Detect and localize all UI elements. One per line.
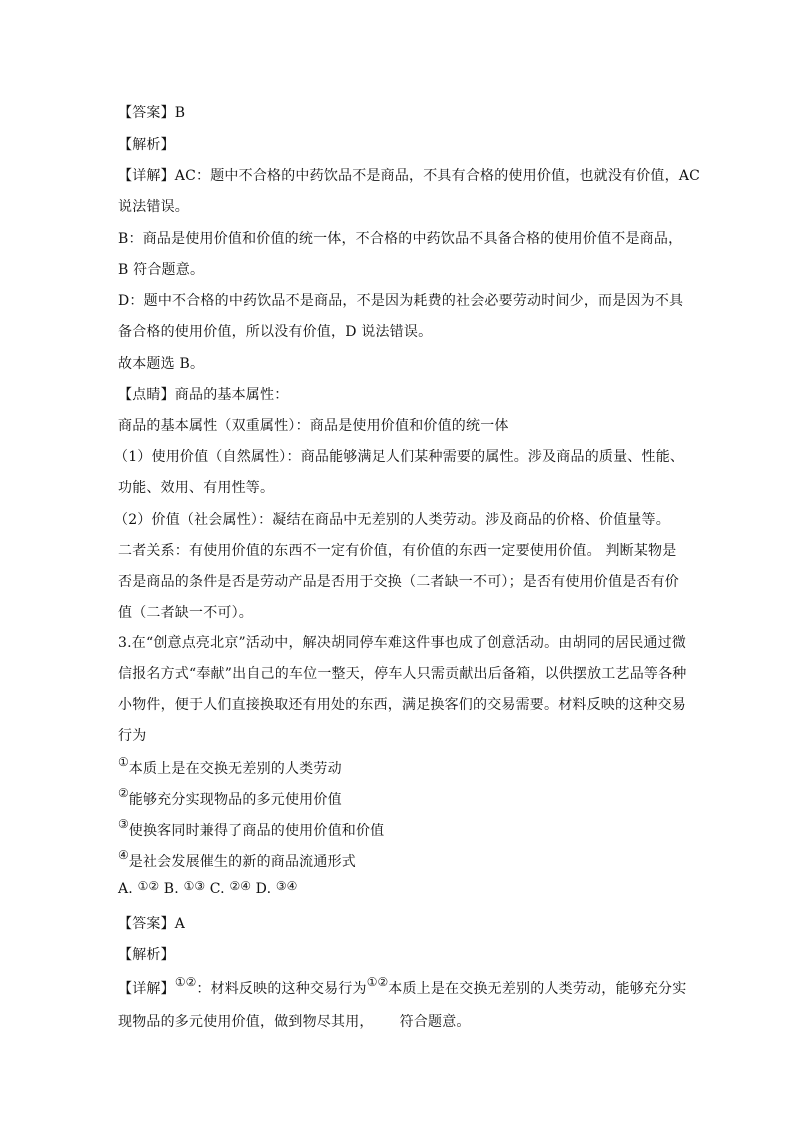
- q2-detail-line-1: 【详解】AC：题中不合格的中药饮品不是商品，不具有合格的使用价值，也就没有价值，AC: [118, 168, 701, 184]
- q3-statement-3: [118, 817, 385, 840]
- q2-tip-line-7: 值（二者缺一不可）。: [118, 605, 253, 621]
- statement-number: ④: [118, 848, 129, 862]
- q3-detail-line-2: [118, 1013, 471, 1031]
- q3-options-row: [118, 880, 297, 898]
- statement-text: 本质上是在交换无差别的人类劳动: [128, 761, 342, 777]
- q2-tip-line-3: 功能、效用、有用性等。: [118, 480, 275, 496]
- option-d: D. ③④: [255, 879, 298, 897]
- q2-option-d-line-1: D：题中不合格的中药饮品不是商品，不是因为耗费的社会必要劳动时间少，而是因为不具: [118, 293, 684, 309]
- q2-option-d-line-2: 备合格的使用价值，所以没有价值，D 说法错误。: [118, 324, 433, 340]
- q3-detail-line-1: [118, 975, 687, 998]
- q3-stem-line-1: 3.在“创意点亮北京”活动中，解决胡同停车难这件事也成了创意活动。由胡同的居民通过微: [118, 635, 687, 651]
- q2-detail-line-2: 说法错误。: [118, 199, 189, 215]
- detail-text: ：材料反映的这种交易行为: [196, 981, 367, 997]
- statement-text: 能够充分实现物品的多元使用价值: [128, 792, 342, 808]
- q2-tip-line-6: 否是商品的条件是否是劳动产品是否用于交换（二者缺一不可）；是否有使用价值是否有价: [118, 574, 679, 590]
- option-a: A. ①②: [118, 879, 160, 897]
- q3-statement-4: [118, 848, 356, 871]
- statement-number: ③: [118, 817, 129, 831]
- statement-text: 是社会发展催生的新的商品流通形式: [128, 854, 356, 870]
- q2-option-b-line-1: B：商品是使用价值和价值的统一体，不合格的中药饮品不具备合格的使用价值不是商品，: [118, 231, 683, 247]
- detail-statement-numbers: ①②: [366, 975, 389, 989]
- option-c: C. ②④: [209, 879, 252, 897]
- detail-text-end: 符合题意。: [399, 1014, 471, 1030]
- q2-answer: 【答案】B: [118, 105, 186, 121]
- q2-conclusion: 故本题选 B。: [118, 356, 205, 372]
- q3-analysis-heading: 【解析】: [118, 947, 175, 963]
- q2-analysis-heading: 【解析】: [118, 137, 175, 153]
- q3-stem-line-3: 小物件，便于人们直接换取还有用处的东西，满足换客们的交易需要。材料反映的这种交易: [118, 697, 686, 713]
- statement-number: ①: [118, 755, 129, 769]
- detail-heading: 【详解】: [118, 981, 175, 997]
- q2-tip-heading: 【点睛】商品的基本属性：: [118, 387, 289, 403]
- q3-answer: 【答案】A: [118, 916, 186, 932]
- q2-tip-line-2: （1）使用价值（自然属性）：商品能够满足人们某种需要的属性。涉及商品的质量、性能、: [114, 449, 685, 465]
- detail-statement-numbers: ①②: [174, 975, 197, 989]
- statement-text: 使换客同时兼得了商品的使用价值和价值: [128, 823, 385, 839]
- detail-text: 本质上是在交换无差别的人类劳动，能够充分实: [388, 981, 687, 997]
- statement-number: ②: [118, 786, 129, 800]
- q3-statement-2: [118, 786, 342, 809]
- option-b: B. ①③: [163, 879, 206, 897]
- q2-option-b-line-2: B 符合题意。: [118, 262, 205, 278]
- detail-text: 现物品的多元使用价值，做到物尽其用，: [118, 1014, 374, 1030]
- q2-tip-line-5: 二者关系：有使用价值的东西不一定有价值，有价值的东西一定要使用价值。 判断某物是: [118, 543, 677, 559]
- q3-statement-1: [118, 755, 342, 778]
- q3-stem-line-4: 行为: [118, 728, 147, 744]
- q3-stem-line-2: 信报名方式“奉献”出自己的车位一整天，停车人只需贡献出后备箱，以供摆放工艺品等各种: [118, 666, 687, 682]
- q2-tip-line-1: 商品的基本属性（双重属性）：商品是使用价值和价值的统一体: [118, 418, 509, 434]
- q2-tip-line-4: （2）价值（社会属性）：凝结在商品中无差别的人类劳动。涉及商品的价格、价值量等。: [114, 512, 670, 528]
